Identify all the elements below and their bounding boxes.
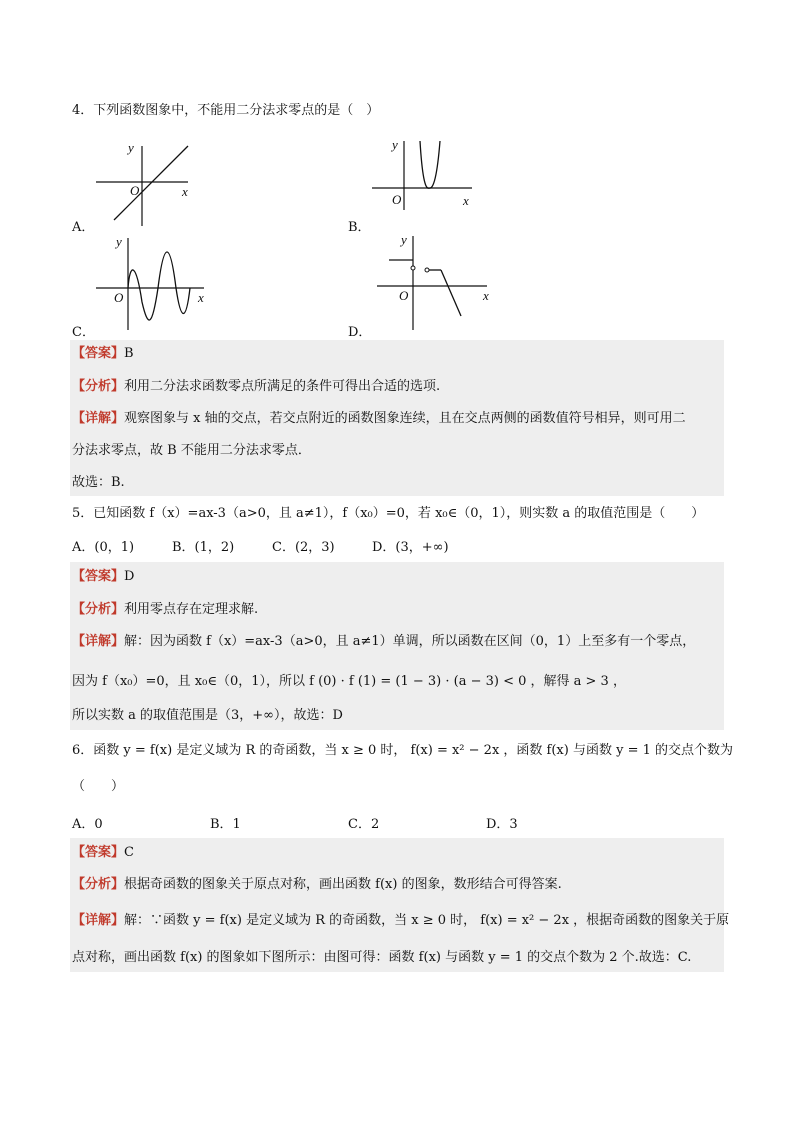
q4-option-a: A． — [72, 220, 95, 235]
q5-option-a: A．(0，1) — [72, 540, 135, 555]
q6-option-d: D．3 — [486, 817, 518, 832]
analysis-4: 【分析】利用二分法求函数零点所满足的条件可得出合适的选项. — [72, 379, 441, 394]
q4-option-d: D． — [348, 325, 372, 340]
graph-a-origin: O — [130, 183, 140, 198]
q4-stem: 4．下列函数图象中，不能用二分法求零点的是（ ） — [72, 103, 380, 118]
q6-stem-line2: （ ） — [72, 779, 125, 794]
q6-option-b: B．1 — [210, 817, 241, 832]
graph-a — [92, 140, 202, 230]
graph-b-xlabel: x — [463, 193, 469, 208]
graph-c-ylabel: y — [116, 234, 122, 249]
graph-d-xlabel: x — [483, 288, 489, 303]
q5-option-c: C．(2，3) — [272, 540, 335, 555]
q5-stem: 5．已知函数 f（x）=ax-3（a>0，且 a≠1），f（x₀）=0，若 x₀∈（0，1），则实数 a 的取值范围是（ ） — [72, 506, 705, 521]
graph-c-origin: O — [114, 290, 124, 305]
graph-d-ylabel: y — [401, 232, 407, 247]
q5-option-d: D．(3，+∞) — [372, 540, 449, 555]
detail-5-line1: 【详解】解：因为函数 f（x）=ax-3（a>0，且 a≠1）单调，所以函数在区间（0，1）上至多有一个零点， — [72, 634, 696, 649]
graph-a-ylabel: y — [128, 140, 134, 155]
graph-b — [368, 135, 483, 210]
detail-5-line3: 所以实数 a 的取值范围是（3，+∞），故选：D — [72, 708, 343, 723]
q5-option-b: B．(1，2) — [172, 540, 235, 555]
q6-stem-line1: 6．函数 y = f(x) 是定义域为 R 的奇函数，当 x ≥ 0 时， f(x) = x² − 2x ，函数 f(x) 与函数 y = 1 的交点个数为 — [72, 743, 734, 758]
detail-5-line2: 因为 f（x₀）=0，且 x₀∈（0，1），所以 f (0) · f (1) = (1 − 3) · (a − 3) < 0 ，解得 a > 3 ， — [72, 674, 626, 689]
graph-c-xlabel: x — [198, 290, 204, 305]
answer-6: 【答案】C — [72, 845, 134, 860]
graph-d-origin: O — [399, 288, 409, 303]
graph-a-xlabel: x — [182, 184, 188, 199]
answer-5: 【答案】D — [72, 569, 135, 584]
graph-d — [375, 230, 500, 330]
detail-4-line2: 分法求零点，故 B 不能用二分法求零点． — [72, 443, 311, 458]
analysis-5: 【分析】利用零点存在定理求解. — [72, 602, 259, 617]
graph-b-origin: O — [392, 192, 402, 207]
q6-option-a: A．0 — [72, 817, 103, 832]
choice-4: 故选：B. — [72, 475, 125, 490]
detail-4-line1: 【详解】观察图象与 x 轴的交点，若交点附近的函数图象连续，且在交点两侧的函数值符号相异，则可用二 — [72, 411, 686, 426]
analysis-6: 【分析】根据奇函数的图象关于原点对称，画出函数 f(x) 的图象，数形结合可得答案. — [72, 877, 562, 892]
detail-6-line1: 【详解】解：∵函数 y = f(x) 是定义域为 R 的奇函数，当 x ≥ 0 时， f(x) = x² − 2x ，根据奇函数的图象关于原 — [72, 913, 730, 928]
graph-b-ylabel: y — [392, 137, 398, 152]
q6-option-c: C．2 — [348, 817, 380, 832]
q4-option-c: C． — [72, 325, 95, 340]
answer-4: 【答案】B — [72, 346, 134, 361]
graph-c — [92, 232, 212, 332]
detail-6-line2: 点对称，画出函数 f(x) 的图象如下图所示：由图可得：函数 f(x) 与函数 y = 1 的交点个数为 2 个.故选：C. — [72, 950, 692, 965]
q4-option-b: B． — [348, 220, 371, 235]
